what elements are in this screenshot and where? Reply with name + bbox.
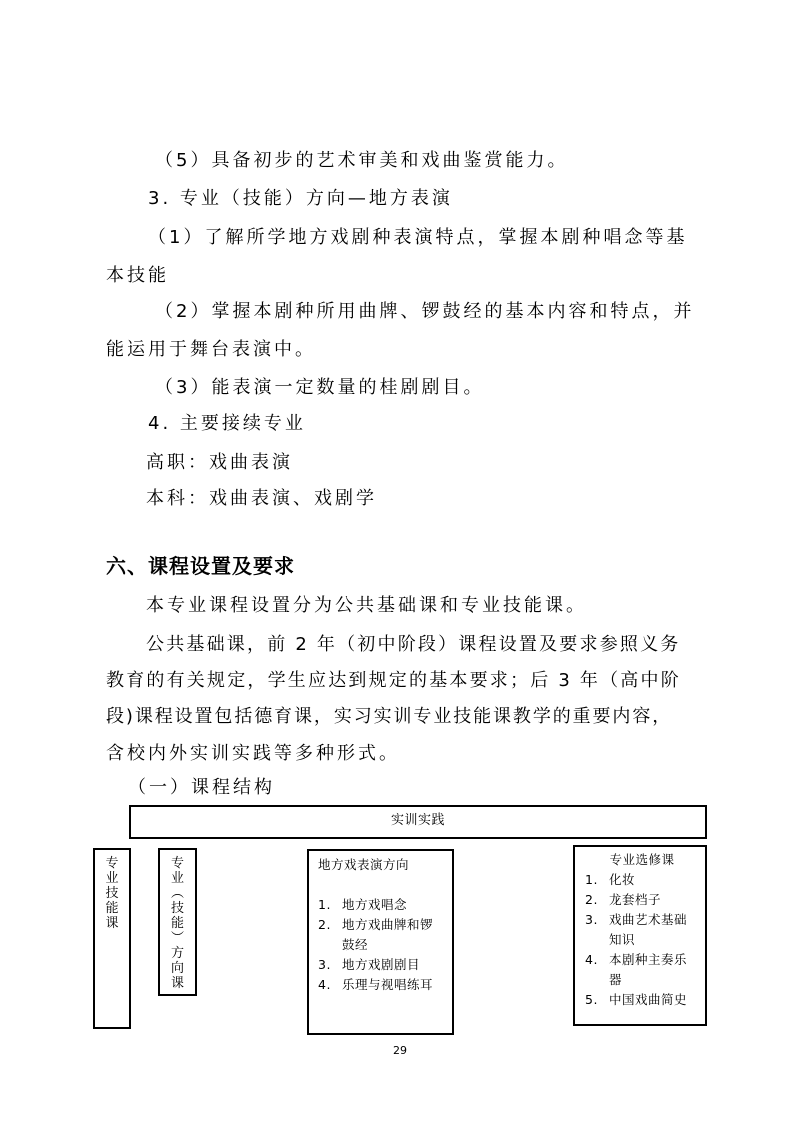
practice-label: 实训实践 [390, 813, 445, 828]
text-line: 高职：戏曲表演 [146, 452, 293, 473]
list-item: 4. 本剧种主奏乐器 [585, 952, 688, 987]
text-line: 本专业课程设置分为公共基础课和专业技能课。 [146, 595, 587, 616]
text-line: （5）具备初步的艺术审美和戏曲鉴赏能力。 [155, 150, 569, 171]
list-item: 3. 地方戏剧剧目 [318, 957, 421, 972]
list-item: 3. 戏曲艺术基础知识 [585, 912, 688, 947]
text-line: 本技能 [106, 265, 169, 286]
text-line: （2）掌握本剧种所用曲牌、锣鼓经的基本内容和特点，并 [155, 301, 695, 322]
list-item: 2. 龙套档子 [585, 892, 662, 907]
list-item: 2. 地方戏曲牌和锣鼓经 [318, 917, 434, 952]
local-opera-title: 地方戏表演方向 [318, 857, 410, 872]
text-line: 本科：戏曲表演、戏剧学 [146, 488, 377, 509]
elective-courses-box [573, 845, 707, 1026]
section-heading: 六、课程设置及要求 [106, 554, 295, 578]
text-line: 教育的有关规定，学生应达到规定的基本要求；后 3 年（高中阶 [106, 670, 681, 691]
text-line: 4. 主要接续专业 [148, 413, 306, 434]
practice-box [129, 805, 707, 839]
professional-skills-label: 专 业 技 能 课 [105, 856, 119, 931]
text-line: 公共基础课，前 2 年（初中阶段）课程设置及要求参照义务 [146, 634, 681, 655]
list-item: 4. 乐理与视唱练耳 [318, 977, 434, 992]
elective-title: 专业选修课 [609, 852, 675, 867]
list-item: 1. 化妆 [585, 872, 636, 887]
list-item: 5. 中国戏曲简史 [585, 992, 688, 1007]
direction-course-box [158, 848, 197, 996]
page-number: 29 [393, 1044, 407, 1057]
list-item: 1. 地方戏唱念 [318, 897, 408, 912]
text-line: 含校内外实训实践等多种形式。 [106, 743, 400, 764]
text-line: 能运用于舞台表演中。 [106, 339, 316, 360]
local-opera-direction-box [307, 849, 454, 1035]
text-line: （1）了解所学地方戏剧种表演特点，掌握本剧种唱念等基 [148, 227, 688, 248]
text-line: 3. 专业（技能）方向—地方表演 [148, 188, 453, 209]
text-line: （3）能表演一定数量的桂剧剧目。 [155, 377, 485, 398]
direction-course-label: 专 业 ︵ 技 能 ︶ 方 向 课 [170, 856, 184, 991]
subheading: （一）课程结构 [128, 777, 275, 798]
text-line: 段)课程设置包括德育课，实习实训专业技能课教学的重要内容， [106, 706, 673, 727]
professional-skills-box [93, 848, 131, 1029]
